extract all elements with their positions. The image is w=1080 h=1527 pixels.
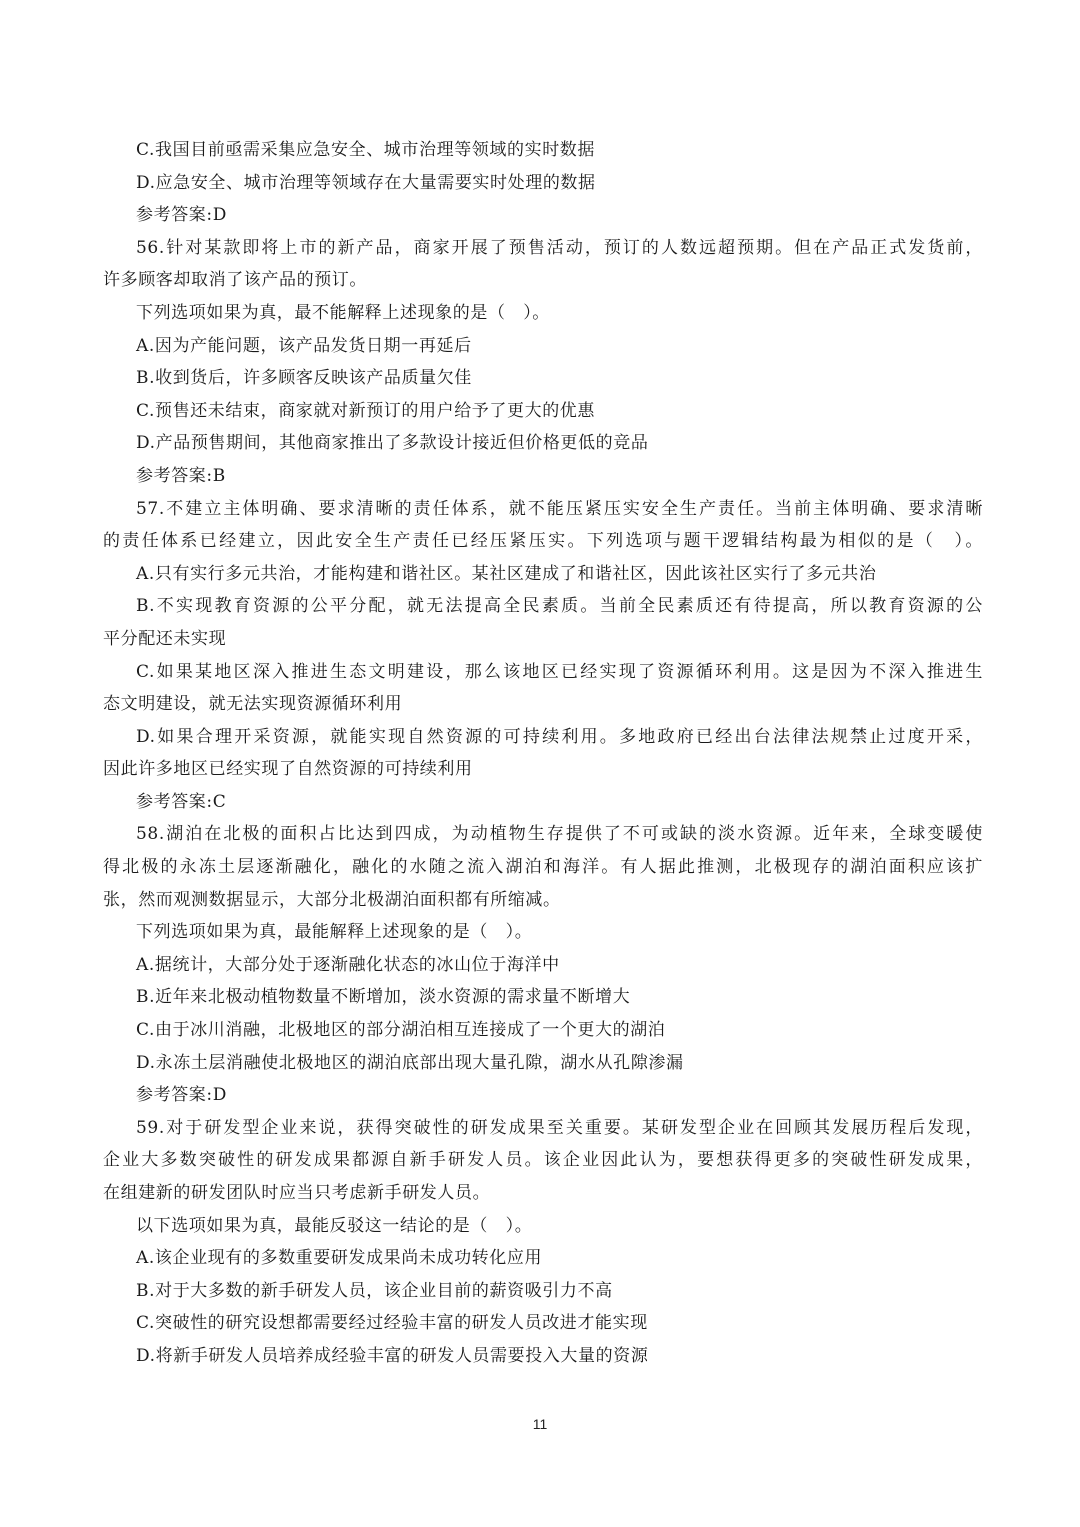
text-line: 参考答案:D xyxy=(136,205,227,226)
text-line: A.只有实行多元共治，才能构建和谐社区。某社区建成了和谐社区，因此该社区实行了多元共治 xyxy=(136,563,877,584)
text-line: 的责任体系已经建立，因此安全生产责任已经压紧压实。下列选项与题干逻辑结构最为相似的是（ ）。 xyxy=(103,531,983,552)
text-line: D.永冻土层消融使北极地区的湖泊底部出现大量孔隙，湖水从孔隙渗漏 xyxy=(136,1052,684,1073)
text-line: 企业大多数突破性的研发成果都源自新手研发人员。该企业因此认为，要想获得更多的突破性研发成果， xyxy=(103,1150,983,1171)
text-line: 56.针对某款即将上市的新产品，商家开展了预售活动，预订的人数远超预期。但在产品正式发货前， xyxy=(136,237,983,258)
text-line: 许多顾客却取消了该产品的预订。 xyxy=(103,270,367,291)
text-line: 在组建新的研发团队时应当只考虑新手研发人员。 xyxy=(103,1183,491,1203)
text-line: C.预售还未结束，商家就对新预订的用户给予了更大的优惠 xyxy=(136,400,596,421)
text-line: D.产品预售期间，其他商家推出了多款设计接近但价格更低的竞品 xyxy=(136,433,649,454)
text-line: C.如果某地区深入推进生态文明建设，那么该地区已经实现了资源循环利用。这是因为不深入推进生 xyxy=(136,661,983,682)
text-line: D.应急安全、城市治理等领域存在大量需要实时处理的数据 xyxy=(136,172,596,193)
text-line: 下列选项如果为真，最不能解释上述现象的是（ ）。 xyxy=(136,302,550,323)
text-line: A.据统计，大部分处于逐渐融化状态的冰山位于海洋中 xyxy=(136,954,560,975)
text-line: 平分配还未实现 xyxy=(103,628,227,649)
text-line: A.因为产能问题，该产品发货日期一再延后 xyxy=(136,335,472,356)
text-line: 参考答案:D xyxy=(136,1085,227,1106)
text-line: B.收到货后，许多顾客反映该产品质量欠佳 xyxy=(136,368,472,389)
page-body xyxy=(103,134,983,1373)
text-line: D.将新手研发人员培养成经验丰富的研发人员需要投入大量的资源 xyxy=(136,1345,649,1366)
text-line: B.对于大多数的新手研发人员，该企业目前的薪资吸引力不高 xyxy=(136,1280,613,1301)
text-line: 以下选项如果为真，最能反驳这一结论的是（ ）。 xyxy=(136,1215,533,1236)
text-line: D.如果合理开采资源，就能实现自然资源的可持续利用。多地政府已经出台法律法规禁止过度开采， xyxy=(136,726,983,747)
text-line: 因此许多地区已经实现了自然资源的可持续利用 xyxy=(103,759,473,780)
text-line: B.近年来北极动植物数量不断增加，淡水资源的需求量不断增大 xyxy=(136,987,631,1008)
text-line: 59.对于研发型企业来说，获得突破性的研发成果至关重要。某研发型企业在回顾其发展历程后发现， xyxy=(136,1117,983,1138)
text-line: 得北极的永冻土层逐渐融化，融化的水随之流入湖泊和海洋。有人据此推测，北极现存的湖泊面积应该扩 xyxy=(103,857,983,878)
text-line: C.突破性的研究设想都需要经过经验丰富的研发人员改进才能实现 xyxy=(136,1313,648,1334)
text-line: A.该企业现有的多数重要研发成果尚未成功转化应用 xyxy=(136,1248,543,1269)
text-line: 态文明建设，就无法实现资源循环利用 xyxy=(103,694,403,715)
text-line: 下列选项如果为真，最能解释上述现象的是（ ）。 xyxy=(136,922,533,943)
text-line: B.不实现教育资源的公平分配，就无法提高全民素质。当前全民素质还有待提高，所以教育资源的公 xyxy=(136,596,983,617)
text-line: C.由于冰川消融，北极地区的部分湖泊相互连接成了一个更大的湖泊 xyxy=(136,1020,666,1041)
page-number: 11 xyxy=(532,1416,548,1432)
text-line: 参考答案:B xyxy=(136,465,226,486)
text-line: 58.湖泊在北极的面积占比达到四成，为动植物生存提供了不可或缺的淡水资源。近年来，全球变暖使 xyxy=(136,824,983,845)
text-line: 57.不建立主体明确、要求清晰的责任体系，就不能压紧压实安全生产责任。当前主体明确、要求清晰 xyxy=(136,498,983,519)
text-line: 张，然而观测数据显示，大部分北极湖泊面积都有所缩减。 xyxy=(103,889,561,910)
text-line: C.我国目前亟需采集应急安全、城市治理等领域的实时数据 xyxy=(136,140,596,160)
text-line: 参考答案:C xyxy=(136,791,227,812)
